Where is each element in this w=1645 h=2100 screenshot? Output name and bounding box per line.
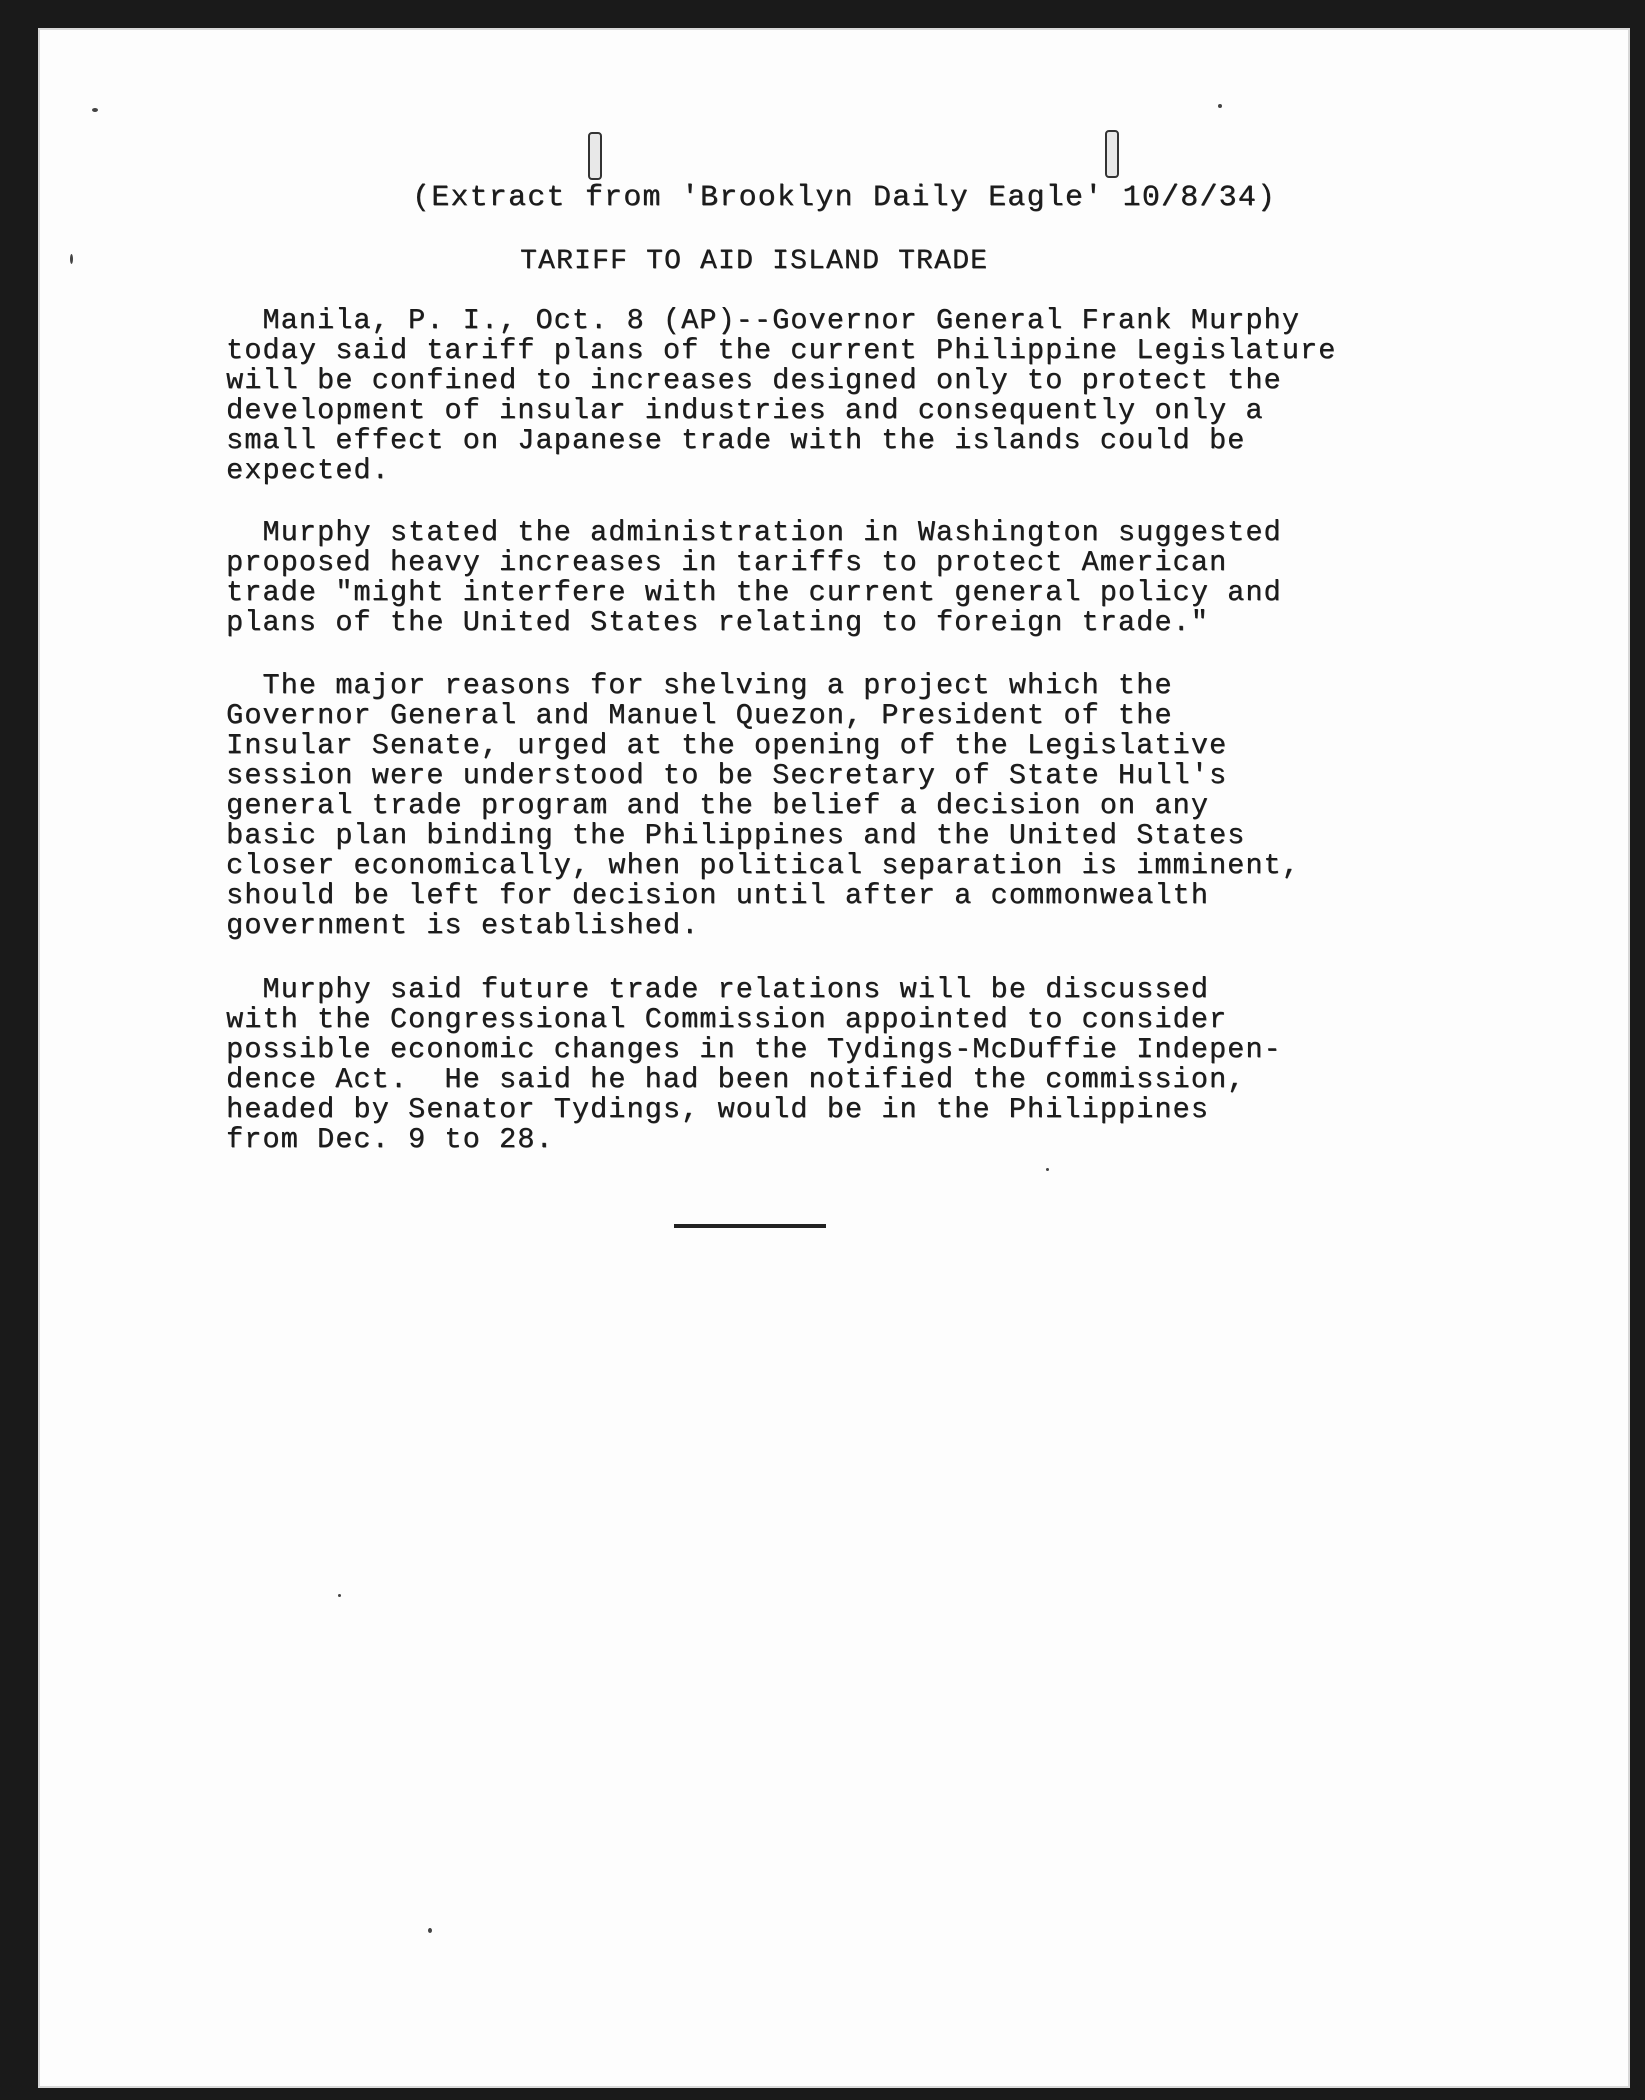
text-line: closer economically, when political separation is imminent, [226,849,1300,882]
paper-speck [70,254,73,264]
text-line: The major reasons for shelving a project which the [226,669,1173,702]
text-line: Murphy said future trade relations will be discussed [226,973,1209,1006]
paper-speck [1046,1168,1049,1171]
text-line: small effect on Japanese trade with the islands could be [226,424,1246,457]
text-line: will be confined to increases designed only to protect the [226,364,1282,397]
staple-mark-right [1105,130,1119,178]
text-line: general trade program and the belief a decision on any [226,789,1209,822]
text-line: should be left for decision until after a commonwealth [226,879,1209,912]
paper-speck [338,1594,341,1597]
text-line: from Dec. 9 to 28. [226,1123,554,1156]
text-line: trade "might interfere with the current general policy and [226,576,1282,609]
text-line: basic plan binding the Philippines and the United States [226,819,1246,852]
text-line: with the Congressional Commission appointed to consider [226,1003,1228,1036]
paper-speck [92,108,98,112]
document-page [38,28,1630,2088]
paper-speck [1218,104,1222,108]
text-line: possible economic changes in the Tydings-McDuffie Indepen- [226,1033,1282,1066]
text-line: proposed heavy increases in tariffs to protect American [226,546,1228,579]
source-citation: (Extract from 'Brooklyn Daily Eagle' 10/8/34) [412,181,1277,215]
text-line: Manila, P. I., Oct. 8 (AP)--Governor General Frank Murphy [226,304,1300,337]
headline: TARIFF TO AID ISLAND TRADE [520,246,989,277]
text-line: development of insular industries and consequently only a [226,394,1264,427]
staple-mark-left [588,132,602,180]
text-line: expected. [226,454,390,487]
paragraph-1 [226,306,1336,486]
text-line: headed by Senator Tydings, would be in the Philippines [226,1093,1209,1126]
paragraph-4 [226,975,1282,1155]
text-line: session were understood to be Secretary of State Hull's [226,759,1228,792]
text-line: today said tariff plans of the current Philippine Legislature [226,334,1337,367]
paper-speck [428,1928,432,1933]
closing-rule [674,1224,826,1228]
text-line: Insular Senate, urged at the opening of the Legislative [226,729,1228,762]
paragraph-2 [226,518,1282,638]
text-line: Murphy stated the administration in Washington suggested [226,516,1282,549]
text-line: Governor General and Manuel Quezon, President of the [226,699,1173,732]
text-line: government is established. [226,909,700,942]
text-line: dence Act. He said he had been notified the commission, [226,1063,1246,1096]
text-line: plans of the United States relating to foreign trade." [226,606,1209,639]
paragraph-3 [226,671,1300,941]
